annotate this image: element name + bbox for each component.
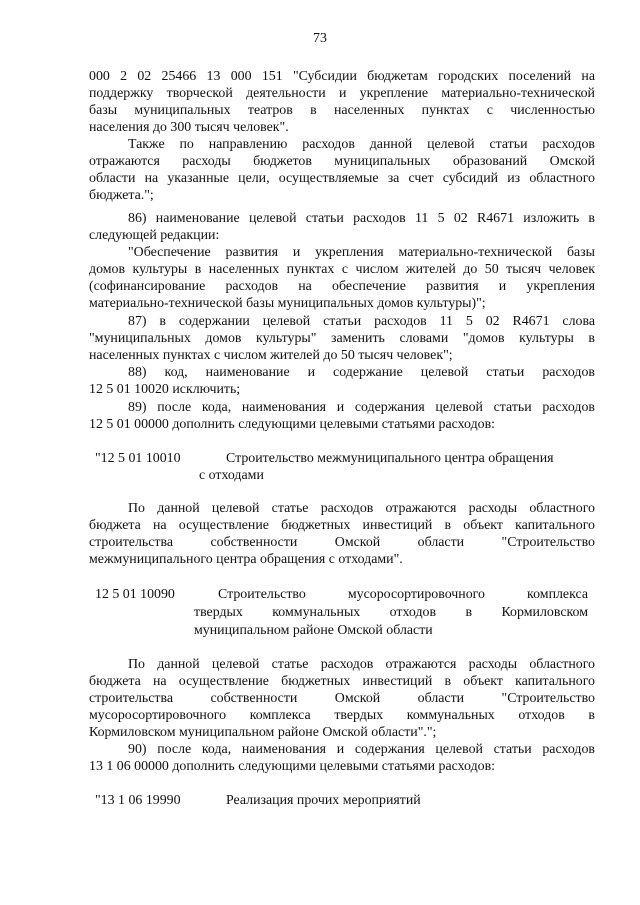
text-line: строительства собственности Омской области "Строительство xyxy=(89,691,595,706)
text-line: 87) в содержании целевой статьи расходов 11 5 02 R4671 слова xyxy=(128,314,595,329)
text-line: "муниципальных домов культуры" заменить словами "домов культуры в xyxy=(89,331,595,346)
text-line: межмуниципального центра обращения с отходами". xyxy=(89,552,403,567)
entry-title-line: твердых коммунальных отходов в Кормиловском xyxy=(194,605,588,620)
entry-title-line: с отходами xyxy=(199,468,264,483)
text-line: Также по направлению расходов данной целевой статьи расходов xyxy=(128,137,595,152)
text-line: бюджета."; xyxy=(89,188,154,203)
text-line: отражаются расходы бюджетов муниципальных образований Омской xyxy=(89,154,595,169)
entry-code: "13 1 06 19990 xyxy=(95,793,181,808)
entry-code: 12 5 01 10090 xyxy=(95,587,175,602)
entry-code: "12 5 01 10010 xyxy=(95,451,181,466)
text-line: 000 2 02 25466 13 000 151 "Субсидии бюджетам городских поселений на xyxy=(89,69,595,84)
text-line: По данной целевой статье расходов отражаются расходы областного xyxy=(128,657,595,672)
entry-title-line: Реализация прочих мероприятий xyxy=(226,793,421,808)
text-line: мусоросортировочного комплекса твердых коммунальных отходов в xyxy=(89,708,595,723)
text-line: домов культуры в населенных пунктах с числом жителей до 50 тысяч человек xyxy=(89,262,595,277)
text-line: материально-технической базы муниципальных домов культуры)"; xyxy=(89,296,486,311)
text-line: населенных пунктах с числом жителей до 50 тысяч человек"; xyxy=(89,348,453,363)
text-line: бюджета на осуществление бюджетных инвестиций в объект капитального xyxy=(89,674,595,689)
entry-title-line: Строительство межмуниципального центра обращения xyxy=(226,451,554,466)
text-line: 89) после кода, наименования и содержания целевой статьи расходов xyxy=(128,400,595,415)
text-line: 90) после кода, наименования и содержания целевой статьи расходов xyxy=(128,742,595,757)
text-line: 12 5 01 00000 дополнить следующими целевыми статьями расходов: xyxy=(89,417,495,432)
text-line: поддержку творческой деятельности и укрепление материально-технической xyxy=(89,86,595,101)
text-line: населения до 300 тысяч человек". xyxy=(89,120,289,135)
page-number: 73 xyxy=(313,31,327,46)
text-line: области на указанные цели, осуществляемые за счет субсидий из областного xyxy=(89,171,595,186)
text-line: 12 5 01 10020 исключить; xyxy=(89,382,241,397)
entry-title-line: Строительство мусоросортировочного комплекса xyxy=(218,587,588,602)
text-line: бюджета на осуществление бюджетных инвестиций в объект капитального xyxy=(89,518,595,533)
text-line: 86) наименование целевой статьи расходов 11 5 02 R4671 изложить в xyxy=(128,211,595,226)
text-line: 88) код, наименование и содержание целевой статьи расходов xyxy=(128,365,595,380)
text-line: базы муниципальных театров в населенных пунктах с численностью xyxy=(89,103,595,118)
text-line: (софинансирование расходов на обеспечение развития и укрепления xyxy=(89,279,595,294)
text-line: строительства собственности Омской области "Строительство xyxy=(89,535,595,550)
entry-title-line: муниципальном районе Омской области xyxy=(194,623,433,638)
text-line: 13 1 06 00000 дополнить следующими целевыми статьями расходов: xyxy=(89,759,495,774)
text-line: По данной целевой статье расходов отражаются расходы областного xyxy=(128,501,595,516)
text-line: следующей редакции: xyxy=(89,228,220,243)
text-line: Кормиловском муниципальном районе Омской области"."; xyxy=(89,725,437,740)
text-line: "Обеспечение развития и укрепления материально-технической базы xyxy=(128,245,595,260)
